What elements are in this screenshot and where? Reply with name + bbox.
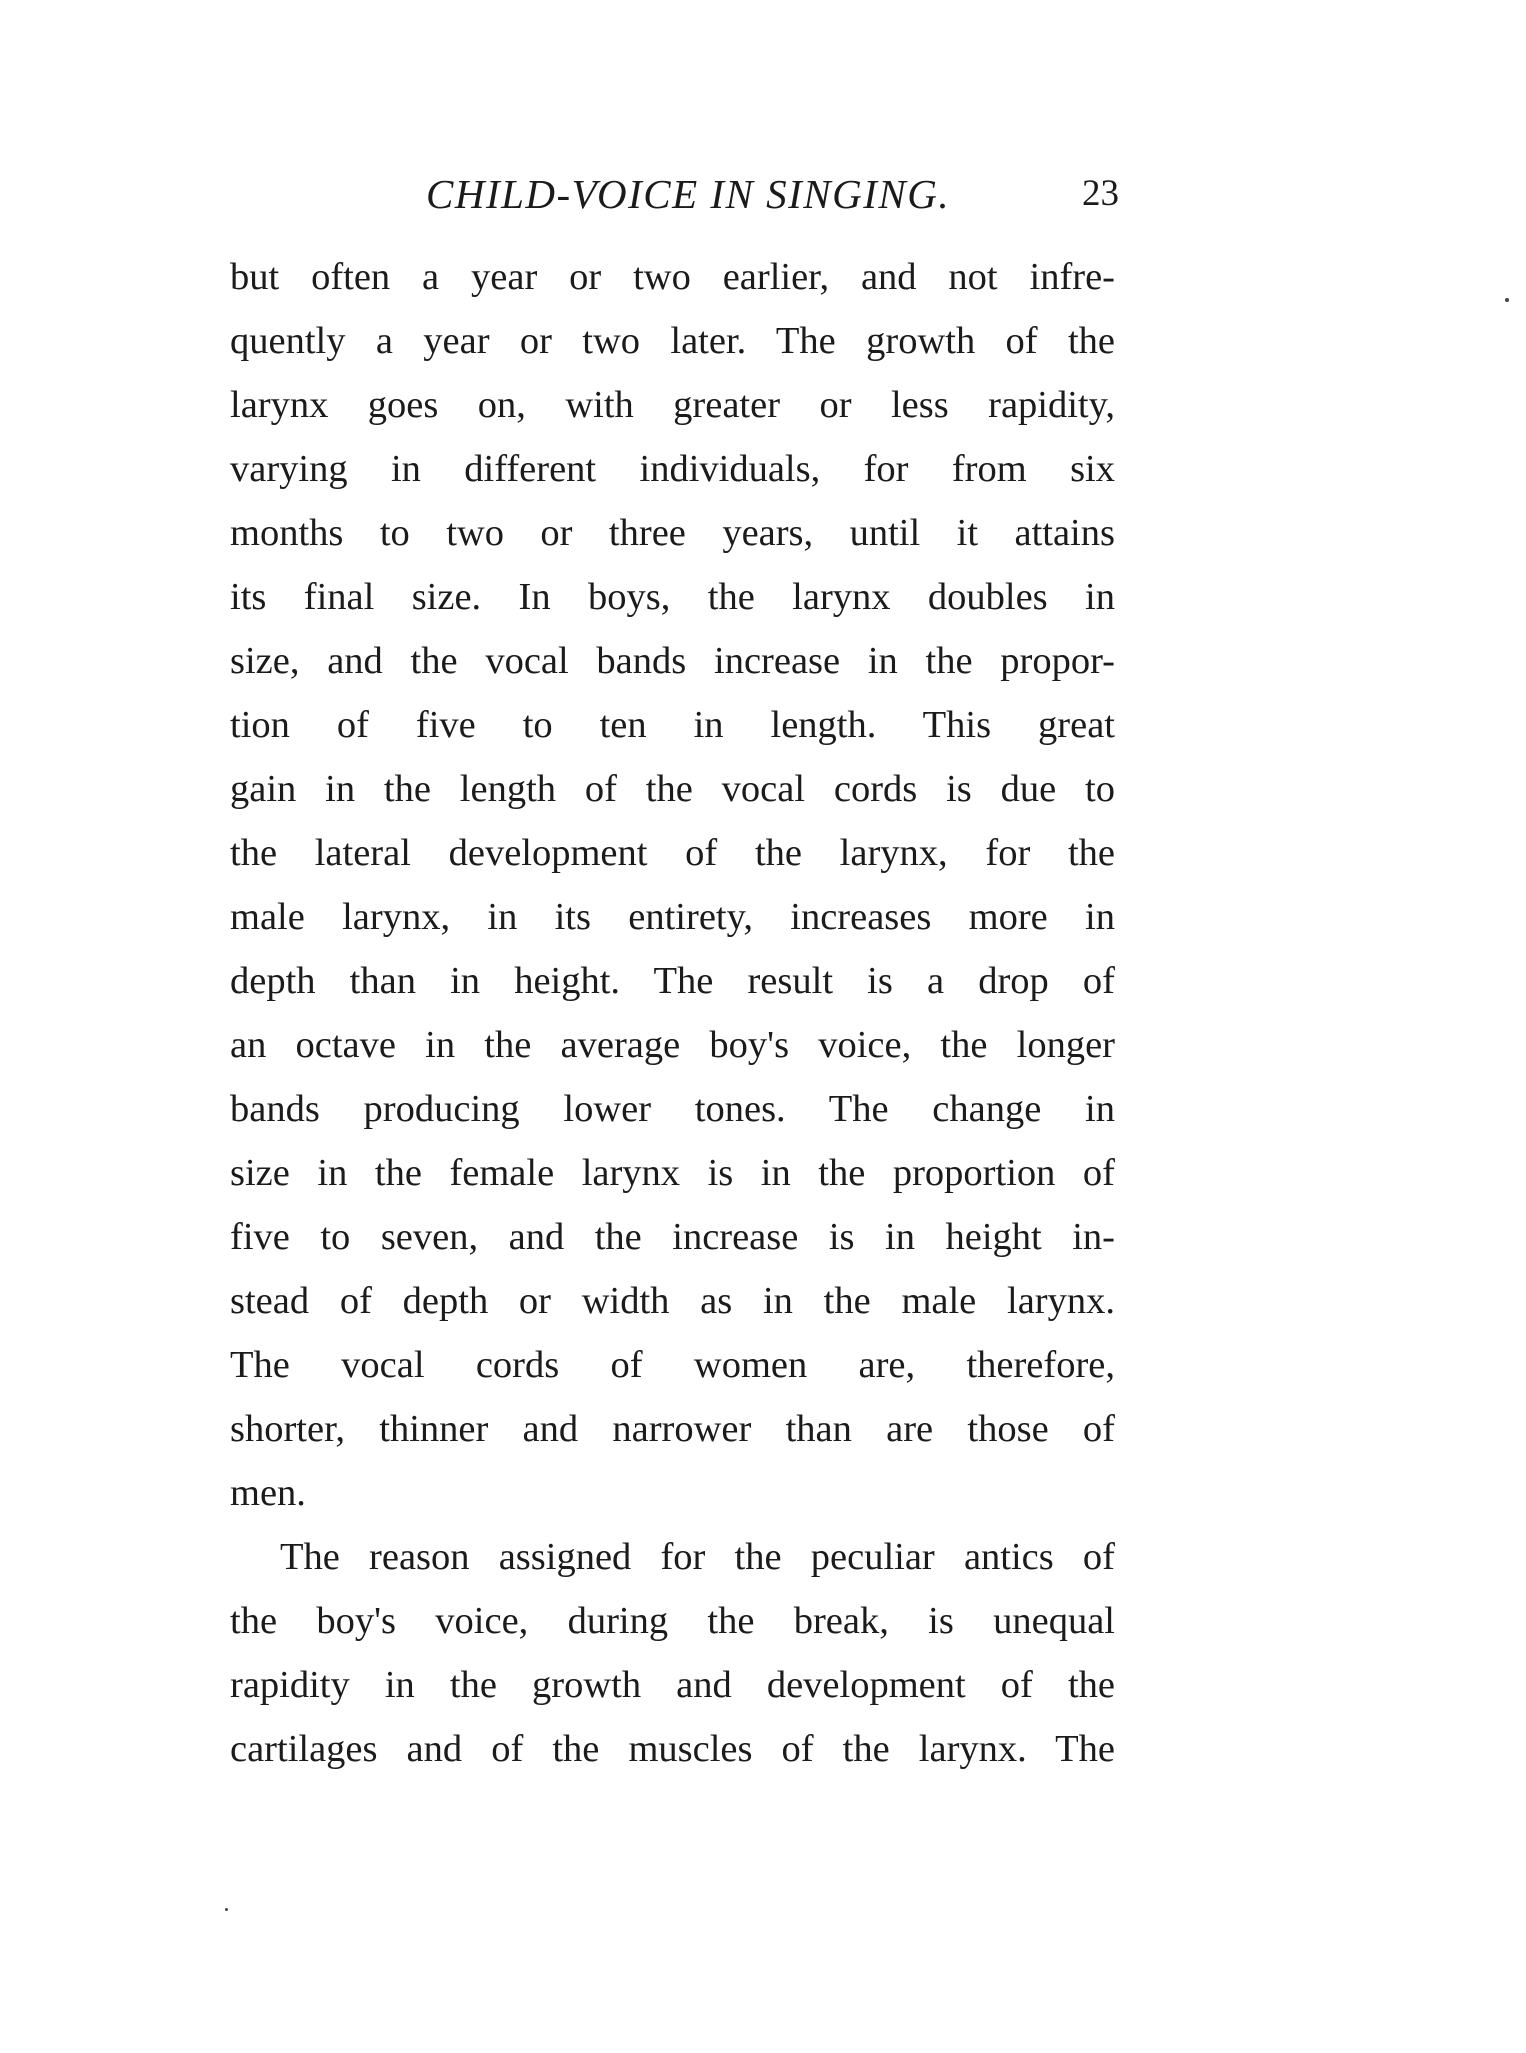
text-line: depth than in height. The result is a drop of [230, 960, 1115, 1002]
text-line: rapidity in the growth and development of the [230, 1664, 1115, 1706]
text-line: larynx goes on, with greater or less rapidity, [230, 384, 1115, 426]
text-line: gain in the length of the vocal cords is due to [230, 768, 1115, 810]
text-line: shorter, thinner and narrower than are those of [230, 1408, 1115, 1450]
text-line: stead of depth or width as in the male larynx. [230, 1280, 1115, 1322]
text-line: but often a year or two earlier, and not infre- [230, 256, 1115, 298]
text-line: the boy's voice, during the break, is unequal [230, 1600, 1115, 1642]
scan-speck [225, 1908, 228, 1911]
text-line: bands producing lower tones. The change in [230, 1088, 1115, 1130]
running-title: CHILD-VOICE IN SINGING. [426, 171, 951, 217]
text-line: The reason assigned for the peculiar antics of [280, 1536, 1115, 1578]
text-line: quently a year or two later. The growth of the [230, 320, 1115, 362]
text-line: size, and the vocal bands increase in the propor- [230, 640, 1115, 682]
text-line: varying in different individuals, for from six [230, 448, 1115, 490]
paragraph-1 [230, 245, 1115, 1525]
scan-speck [1505, 298, 1509, 302]
text-line: men. [230, 1472, 306, 1514]
text-line: male larynx, in its entirety, increases more in [230, 896, 1115, 938]
text-line: an octave in the average boy's voice, the longer [230, 1024, 1115, 1066]
text-line: five to seven, and the increase is in height in- [230, 1216, 1115, 1258]
text-line: tion of five to ten in length. This great [230, 704, 1115, 746]
text-line: months to two or three years, until it attains [230, 512, 1115, 554]
text-line: cartilages and of the muscles of the larynx. The [230, 1728, 1115, 1770]
page-number: 23 [1082, 173, 1119, 214]
paragraph-2 [230, 1525, 1115, 1781]
text-line: The vocal cords of women are, therefore, [230, 1344, 1115, 1386]
text-line: the lateral development of the larynx, for the [230, 832, 1115, 874]
body-text [230, 245, 1115, 1781]
text-line: size in the female larynx is in the proportion of [230, 1152, 1115, 1194]
text-line: its final size. In boys, the larynx doubles in [230, 576, 1115, 618]
